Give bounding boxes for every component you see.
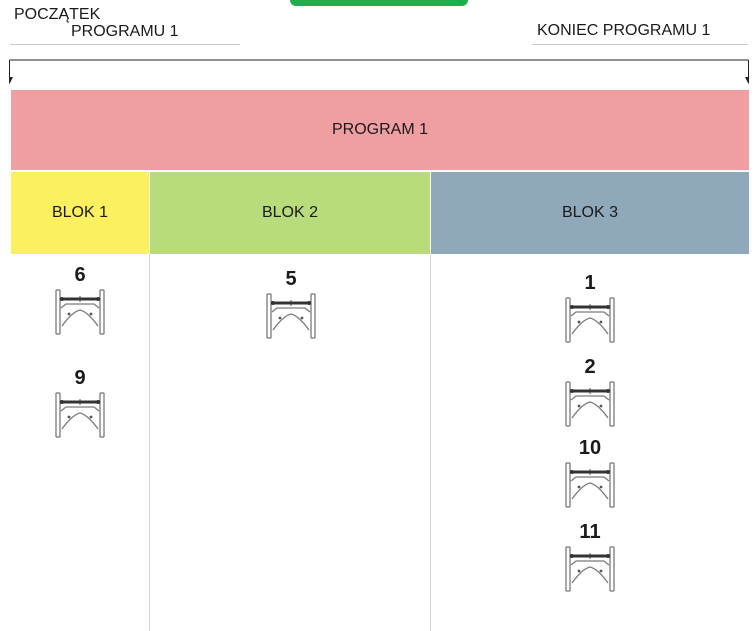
press-machine-icon: [562, 378, 618, 430]
machine-number: 5: [285, 268, 297, 290]
program-start-label-line2: PROGRAMU 1: [71, 23, 179, 40]
machine-number: 11: [579, 521, 601, 543]
machine-number: 9: [74, 367, 86, 389]
press-machine-icon: [562, 459, 618, 511]
press-machine-icon: [52, 389, 108, 441]
block-1-label: BLOK 1: [51, 204, 109, 221]
press-machine-icon: [263, 290, 319, 342]
press-machine-icon: [52, 286, 108, 338]
block-2-label: BLOK 2: [261, 204, 319, 221]
press-machine-icon: [562, 543, 618, 595]
machine-item: [555, 272, 625, 346]
program-start-label-line1: POCZĄTEK: [14, 6, 101, 23]
machine-number: 6: [74, 264, 86, 286]
program-label: PROGRAM 1: [331, 121, 428, 138]
top-green-tab: [290, 0, 468, 6]
machine-item: [256, 268, 326, 342]
block-1-header: [11, 172, 149, 254]
machine-item: [555, 356, 625, 430]
program-bar: [11, 90, 749, 170]
machine-number: 10: [578, 437, 602, 459]
end-label-underline: [532, 44, 748, 45]
machine-number: 1: [584, 272, 596, 294]
press-machine-icon: [562, 294, 618, 346]
block-2-header: [150, 172, 430, 254]
timeline-double-arrow: [9, 56, 749, 86]
block-3-label: BLOK 3: [561, 204, 619, 221]
double-arrow-icon: [9, 56, 749, 86]
start-label-underline: [10, 44, 240, 45]
machine-item: [555, 437, 625, 511]
machine-number: 2: [584, 356, 596, 378]
block-3-header: [431, 172, 749, 254]
column-divider: [430, 254, 431, 631]
program-start-label: [14, 6, 179, 40]
machine-item: [45, 264, 115, 338]
program-end-label: KONIEC PROGRAMU 1: [537, 22, 711, 39]
machine-item: [45, 367, 115, 441]
machine-item: [555, 521, 625, 595]
column-divider: [149, 254, 150, 631]
